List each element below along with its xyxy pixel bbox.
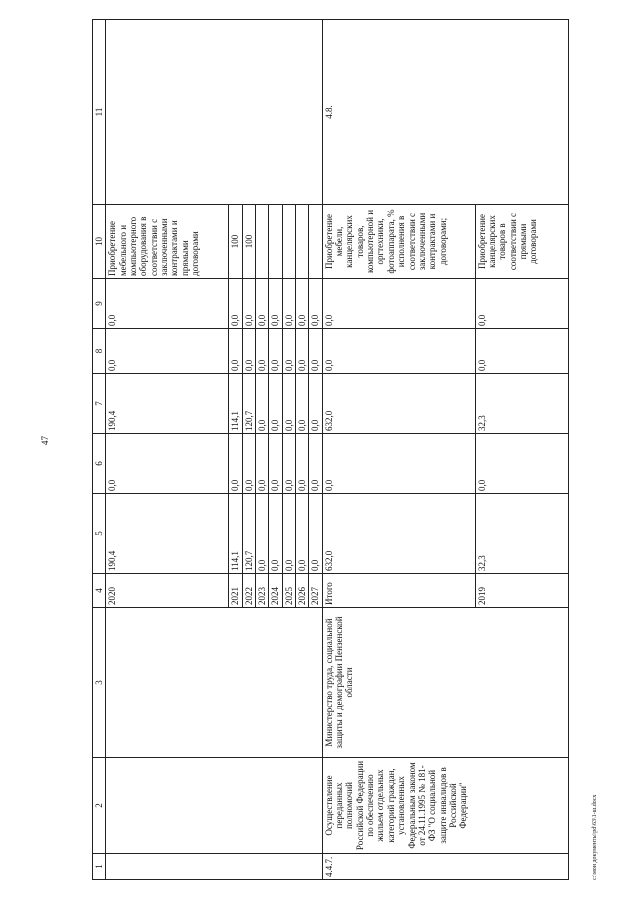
cell-value: 114,1 (229, 494, 242, 574)
cell-value: 0,0 (256, 329, 269, 374)
cell-value: 0,0 (229, 329, 242, 374)
cell-value: 0,0 (106, 279, 229, 329)
cell-percent: 100 (229, 205, 242, 279)
cell-result-description: Приобретение канцелярских товаров в соответствии с прямыми договорами (475, 205, 568, 279)
cell-value: 0,0 (309, 494, 322, 574)
cell-target-indicator: 4.8. (322, 20, 568, 205)
cell-value: 0,0 (242, 279, 255, 329)
cell-value: 0,0 (296, 494, 309, 574)
cell-value: 632,0 (322, 494, 475, 574)
footer-file-path: c:\мои документы\pd\63\1-ш.docx (592, 794, 598, 880)
cell-value: 0,0 (296, 279, 309, 329)
cell-value: 0,0 (269, 279, 282, 329)
cell-value: 0,0 (309, 374, 322, 434)
cell-year: 2020 (106, 574, 229, 608)
col-num-5: 5 (93, 494, 106, 574)
cell-value: 0,0 (256, 374, 269, 434)
cell-result-description: Приобретение мебели, канцелярских товаров, компьютерной и оргтехники, фотоаппарата, % исполнения в соответствии с заключенными контрактами и договорами; (322, 205, 475, 279)
cell-value: 0,0 (269, 494, 282, 574)
cell-percent (282, 205, 295, 279)
cell-value: 0,0 (229, 279, 242, 329)
cell-value: 0,0 (309, 329, 322, 374)
cell-value: 632,0 (322, 374, 475, 434)
col-num-11: 11 (93, 20, 106, 205)
cell-value: 0,0 (256, 434, 269, 494)
cell-value: 120,7 (242, 494, 255, 574)
cell-year: Итого (322, 574, 475, 608)
col-num-8: 8 (93, 329, 106, 374)
cell-result-description: Приобретение мебельного и компьютерного оборудования в соответствии с заключенными контрактами и прямыми договорами (106, 205, 229, 279)
cell-value: 0,0 (322, 279, 475, 329)
cell-year: 2025 (282, 574, 295, 608)
cell-value: 0,0 (269, 434, 282, 494)
col-num-1: 1 (93, 854, 106, 880)
cell-percent (296, 205, 309, 279)
cell-name-empty (106, 758, 322, 854)
cell-percent (256, 205, 269, 279)
rotated-table-wrapper (92, 20, 612, 880)
cell-value: 0,0 (309, 434, 322, 494)
cell-value: 190,4 (106, 494, 229, 574)
cell-value: 0,0 (475, 329, 568, 374)
cell-year: 2024 (269, 574, 282, 608)
cell-item-number: 4.4.7. (322, 854, 568, 880)
cell-value: 0,0 (296, 329, 309, 374)
col-num-10: 10 (93, 205, 106, 279)
cell-executor: Министерство труда, социальной защиты и демографии Пензенской области (322, 608, 568, 758)
col-num-6: 6 (93, 434, 106, 494)
page-number: 47 (40, 436, 50, 445)
col-num-9: 9 (93, 279, 106, 329)
cell-value: 0,0 (282, 494, 295, 574)
cell-value: 0,0 (256, 494, 269, 574)
cell-value: 114,1 (229, 374, 242, 434)
cell-executor-empty (106, 608, 322, 758)
cell-value: 0,0 (322, 329, 475, 374)
cell-value: 0,0 (242, 434, 255, 494)
cell-value: 0,0 (106, 434, 229, 494)
col-num-4: 4 (93, 574, 106, 608)
cell-activity-name: Осуществление переданных полномочий Российской Федерации по обеспечению жильем отдельных категорий граждан, установленных Федеральным законом от 24.11.1995 № 181-ФЗ "О социальной защите инвалидов в Российской Федерации" (322, 758, 568, 854)
cell-value: 0,0 (475, 434, 568, 494)
cell-value: 0,0 (282, 279, 295, 329)
table-row (322, 20, 475, 880)
cell-value: 0,0 (282, 374, 295, 434)
cell-value: 0,0 (475, 279, 568, 329)
cell-percent (269, 205, 282, 279)
cell-value: 0,0 (269, 329, 282, 374)
program-table (92, 19, 569, 880)
cell-year: 2026 (296, 574, 309, 608)
cell-target-empty (106, 20, 322, 205)
cell-value: 0,0 (269, 374, 282, 434)
cell-value: 120,7 (242, 374, 255, 434)
cell-value: 190,4 (106, 374, 229, 434)
cell-value: 0,0 (229, 434, 242, 494)
cell-percent (309, 205, 322, 279)
cell-value: 0,0 (282, 434, 295, 494)
table-row (106, 20, 229, 880)
cell-value: 0,0 (309, 279, 322, 329)
col-num-7: 7 (93, 374, 106, 434)
cell-value: 32,3 (475, 494, 568, 574)
column-number-row (93, 20, 106, 880)
cell-percent: 100 (242, 205, 255, 279)
cell-value: 0,0 (296, 374, 309, 434)
cell-value: 0,0 (106, 329, 229, 374)
cell-value: 0,0 (242, 329, 255, 374)
cell-year: 2022 (242, 574, 255, 608)
cell-value: 0,0 (322, 434, 475, 494)
col-num-2: 2 (93, 758, 106, 854)
cell-year: 2027 (309, 574, 322, 608)
cell-year: 2021 (229, 574, 242, 608)
cell-year: 2023 (256, 574, 269, 608)
col-num-3: 3 (93, 608, 106, 758)
cell-num-empty (106, 854, 322, 880)
cell-value: 0,0 (256, 279, 269, 329)
cell-year: 2019 (475, 574, 568, 608)
cell-value: 0,0 (282, 329, 295, 374)
cell-value: 0,0 (296, 434, 309, 494)
cell-value: 32,3 (475, 374, 568, 434)
